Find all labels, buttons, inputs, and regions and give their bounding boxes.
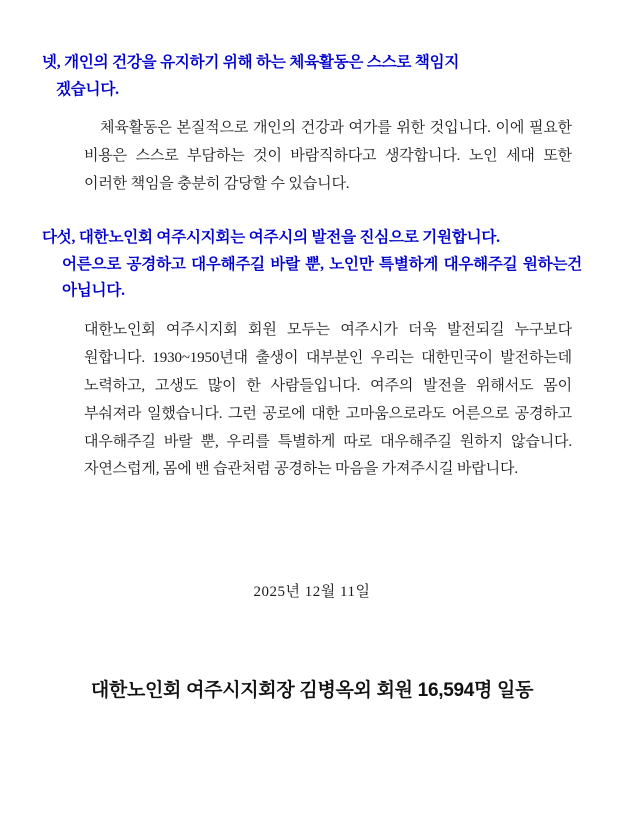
section-five-heading-line1: 다섯, 대한노인회 여주시지회는 여주시의 발전을 진심으로 기원합니다. xyxy=(42,228,500,246)
section-four-heading-line1: 넷, 개인의 건강을 유지하기 위해 하는 체육활동은 스스로 책임지 xyxy=(42,54,460,71)
section-four-body: 체육활동은 본질적으로 개인의 건강과 여가를 위한 것입니다. 이에 필요한 비용은 스스로 부담하는 것이 바람직하다고 생각합니다. 노인 세대 또한 이러한 책임을 충분히 감당할 수 있습니다. xyxy=(84,120,572,193)
section-five-heading xyxy=(42,225,582,305)
section-five-body: 대한노인회 여주시지회 회원 모두는 여주시가 더욱 발전되길 누구보다 원합니다. 1930~1950년대 출생이 대부분인 우리는 대한민국이 발전하는데 노력하고, 고생도 많이 한 사람들입니다. 여주의 발전을 위해서도 몸이 부숴져라 일했습니다. 그런 공로에 대한 고마움으로라도 어른으로 공경하고 대우해주길 바랄 뿐, 우리를 특별하게 따로 대우해주길 원하지 않습니다. 자연스럽게, 몸에 밴 습관처럼 공경하는 마음을 가져주시길 바랍니다. xyxy=(84,321,572,478)
section-four-heading-line2: 겠습니다. xyxy=(56,80,119,98)
document-signature: 대한노인회 여주시지회장 김병옥외 회원 16,594명 일동 xyxy=(90,680,534,702)
section-four-heading xyxy=(42,50,582,103)
section-five-heading-line2: 어른으로 공경하고 대우해주길 바랄 뿐, 노인만 특별하게 대우해주길 원하는건 아닙니다. xyxy=(62,255,582,300)
document-date: 2025년 12월 11일 xyxy=(253,584,371,601)
vertical-spacer xyxy=(42,484,582,580)
